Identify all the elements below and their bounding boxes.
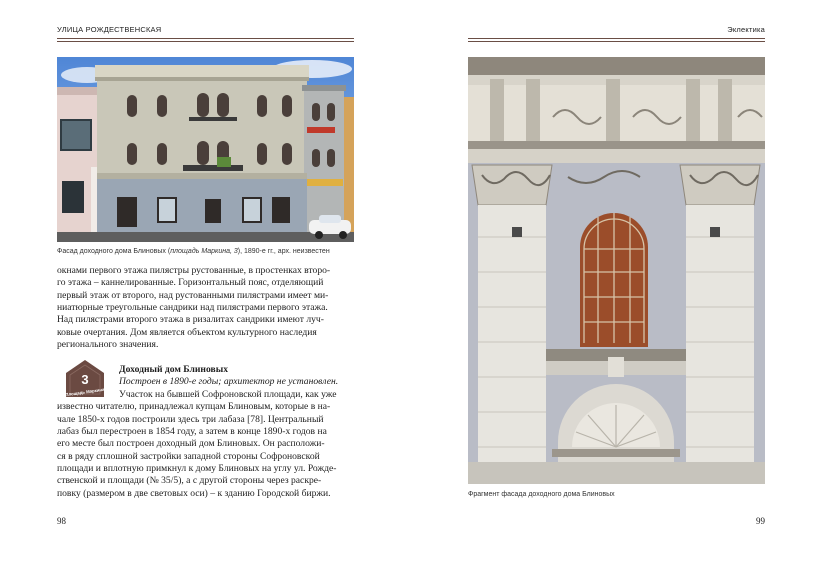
text-line: ковые очертания. Дом является объектом культурного наследия [57, 326, 317, 338]
text-line: площади и вплотную примкнул к дому Блиновых на углу ул. Рожде- [57, 463, 337, 475]
page-number: 99 [756, 516, 765, 526]
caption-part-main: Фасад доходного дома Блиновых ( [57, 248, 171, 255]
text-line: известно читателю, принадлежал купцам Блиновым, которые в на- [57, 401, 331, 413]
text-line: го этажа – каннелированные. Горизонтальный пояс, отделяющий [57, 277, 324, 289]
badge-label: Площадь Маркина [64, 386, 105, 398]
header-rule [468, 38, 765, 39]
photo-caption [57, 247, 330, 256]
entry-subtitle: Построен в 1890-е годы; архитектор не установлен. [119, 376, 339, 388]
running-head: УЛИЦА РОЖДЕСТВЕНСКАЯ [57, 25, 162, 34]
text-line: ственской и площади (№ 35/5), а с другой стороны через раскре- [57, 475, 322, 487]
text-line: его месте был построен доходный дом Блиновых. Он расположи- [57, 438, 325, 450]
entry-paragraph [57, 386, 354, 500]
facade-detail-photo [468, 57, 765, 484]
continued-paragraph [57, 265, 354, 351]
photo-caption: Фрагмент фасада доходного дома Блиновых [468, 491, 615, 498]
text-line: первый этаж от второго, над рустованными пилястрами имеет ми- [57, 289, 329, 301]
text-line: ся в ряду сплошной застройки западной стороны Софроновской [57, 450, 320, 462]
header-rule-thin [468, 41, 765, 42]
text-line: окнами первого этажа пилястры рустованные, в простенках второ- [57, 265, 331, 276]
entry-title: Доходный дом Блиновых [119, 364, 228, 375]
header-rule [57, 38, 354, 39]
text-line: Над пилястрами второго этажа в ризалитах сандрики имеют луч- [57, 314, 324, 326]
text-line: Участок на бывшей Софроновской площади, как уже [119, 389, 337, 400]
text-line: ниатюрные треугольные сандрики над пилястрами первого этажа. [57, 302, 328, 314]
text-line: лабаз был перестроен в 1854 году, а затем в конце 1890-х годов на [57, 426, 327, 438]
header-rule-thin [57, 41, 354, 42]
text-line: повку (размером в две световых оси) – к зданию Городской биржи. [57, 487, 331, 499]
building-facade-photo [57, 57, 354, 242]
badge-number: 3 [81, 372, 89, 387]
facade-detail-illustration [468, 57, 765, 484]
page-number: 98 [57, 516, 66, 526]
caption-part-italic: площадь Маркина, 3 [170, 248, 238, 255]
entry-heading-block [119, 364, 354, 389]
text-line: регионального значения. [57, 339, 159, 351]
running-head: Эклектика [727, 25, 765, 34]
caption-part-tail: ), 1890-е гг., арх. неизвестен [237, 248, 330, 255]
text-line: чале 1850-х годов построили здесь три лабаза [78]. Центральный [57, 413, 324, 425]
building-facade-illustration [57, 57, 354, 242]
right-page [411, 0, 822, 567]
